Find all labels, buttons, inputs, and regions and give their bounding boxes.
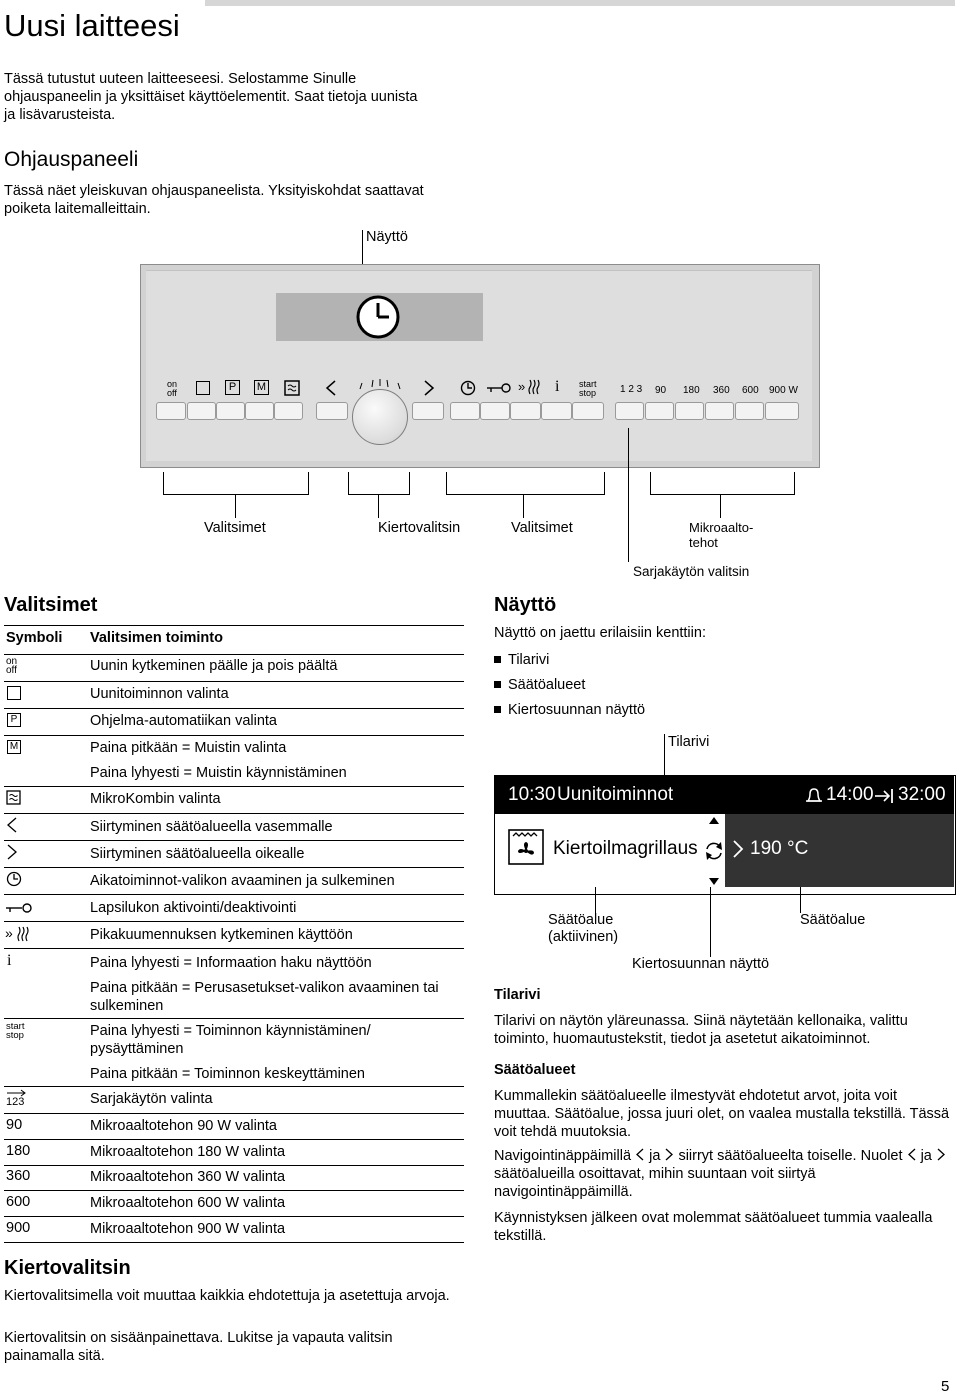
pointer-area (800, 887, 801, 913)
pointer-selectors-left (235, 494, 236, 518)
clock-icon (355, 294, 401, 340)
key-icon (5, 902, 33, 914)
pointer-series (628, 428, 629, 562)
saatoalueet-text-3: Käynnistyksen jälkeen ovat molemmat säätöalueet tummia vaalealla tekstillä. (494, 1210, 933, 1244)
naytto-intro: Näyttö on jaettu erilaisiin kenttiin: (494, 625, 706, 641)
row-text: Mikroaaltotehon 900 W valinta (90, 1221, 286, 1237)
kiertovalitsin-text-1: Kiertovalitsimella voit muuttaa kaikkia ehdotettuja ja asetettuja arvoja. (4, 1288, 450, 1304)
row-text: Mikroaaltotehon 90 W valinta (90, 1118, 277, 1134)
sym-900: 900 (6, 1220, 31, 1236)
table-row (4, 1165, 464, 1166)
button-info[interactable] (541, 402, 572, 420)
sym-600: 600 (6, 1194, 31, 1210)
arrow-left-icon (907, 1148, 917, 1164)
table-row (4, 735, 464, 736)
button-on-off[interactable] (156, 402, 186, 420)
microcombi-icon (6, 790, 21, 805)
button-start-stop[interactable] (572, 402, 604, 420)
arrow-right-icon (732, 839, 744, 859)
row-text: Paina pitkään = Muistin valinta (90, 740, 287, 756)
oven-function-icon (196, 381, 210, 395)
label-mw-power-1: Mikroaalto- (689, 520, 754, 535)
pointer-mw-power (720, 494, 721, 518)
row-text: Aikatoiminnot-valikon avaaminen ja sulkeminen (90, 873, 395, 889)
sym-p: P (7, 713, 21, 727)
panel-sym-p: P (225, 380, 240, 395)
rotation-direction-icon (703, 840, 725, 862)
panel-sym-123: 1 2 3 (620, 384, 643, 395)
sym-m: M (7, 740, 21, 754)
fan-grill-icon (508, 829, 544, 865)
panel-sym-fast: » (518, 379, 526, 394)
button-child-lock[interactable] (480, 402, 510, 420)
display-mode: Uunitoiminnot (557, 784, 674, 805)
panel-sym-m: M (254, 380, 269, 395)
intro-text: Tässä tutustut uuteen laitteeseesi. Selostamme Sinulle ohjauspaneelin ja yksittäiset käyttöelementit. Saat tietoja uunista ja lisävarusteista. (4, 71, 418, 123)
bullet-text: Säätöalueet (508, 677, 586, 693)
label-selectors-right: Valitsimet (511, 520, 573, 536)
bracket-selectors-right (446, 472, 605, 495)
arrow-right-icon (6, 843, 18, 861)
fast-heat-icon (528, 379, 542, 395)
tilarivi-text: Tilarivi on näytön yläreunassa. Siinä näytetään kellonaika, valittu toiminto, huomautustekstit, tiedot ja asetetut aikatoiminnot. (494, 1013, 908, 1047)
arrow-left-icon (6, 816, 18, 834)
row-text: Mikroaaltotehon 180 W valinta (90, 1144, 286, 1160)
panel-sym-stop: stop (579, 388, 597, 398)
table-header-symbol: Symboli (6, 630, 63, 646)
button-memory[interactable] (245, 402, 274, 420)
saatoalueet-text-2 (494, 1147, 954, 1201)
pointer-rotation (710, 887, 711, 957)
table-row (4, 1086, 464, 1087)
label-area-active-1: Säätöalue (548, 912, 614, 928)
table-row (4, 1018, 464, 1019)
bracket-selectors-left (163, 472, 309, 495)
section-heading-naytto: Näyttö (494, 594, 557, 616)
section-heading-ohjauspaneeli: Ohjauspaneeli (4, 148, 139, 171)
bullet-text: Kiertosuunnan näyttö (508, 702, 646, 718)
rotary-knob[interactable] (352, 389, 408, 445)
button-power-180[interactable] (675, 402, 704, 420)
sym-123: 123 (6, 1096, 25, 1108)
arrow-left-icon (635, 1148, 645, 1164)
table-row (4, 813, 464, 814)
oven-function-icon (7, 686, 21, 700)
timer-icon (460, 380, 476, 396)
button-power-600[interactable] (735, 402, 764, 420)
saatoalueet-text-2e: säätöalueilla osoittavat, mihin suuntaan voit siirtyä navigointinäppäimillä. (494, 1166, 816, 1200)
table-row (4, 1139, 464, 1140)
row-text: Uunitoiminnon valinta (90, 686, 229, 702)
saatoalueet-text-2a: Navigointinäppäimillä (494, 1148, 632, 1164)
label-selectors-left: Valitsimet (204, 520, 266, 536)
label-rotation: Kiertosuunnan näyttö (632, 956, 770, 972)
bracket-rotary (348, 472, 410, 495)
button-power-360[interactable] (705, 402, 734, 420)
display-time: 10:30 (508, 784, 556, 805)
arrow-right-icon (936, 1148, 946, 1164)
button-power-900[interactable] (765, 402, 799, 420)
label-mw-power-2: tehot (689, 535, 718, 550)
panel-power-900: 900 W (769, 385, 798, 396)
table-row (4, 681, 464, 682)
subheading-saatoalueet: Säätöalueet (494, 1062, 576, 1078)
button-timer[interactable] (450, 402, 480, 420)
bracket-mw-power (650, 472, 795, 495)
arrow-right-icon (423, 379, 435, 397)
button-microcombi[interactable] (274, 402, 303, 420)
table-row (4, 1113, 464, 1114)
row-text: Pikakuumennuksen kytkeminen käyttöön (90, 927, 353, 943)
table-row (4, 867, 464, 868)
sym-stop: stop (6, 1030, 24, 1041)
display-temperature: 190 °C (750, 838, 809, 859)
saatoalueet-text-2d: ja (920, 1148, 932, 1164)
label-rotary: Kiertovalitsin (378, 520, 461, 536)
sym-180: 180 (6, 1143, 31, 1159)
row-text-2: Paina pitkään = Perusasetukset-valikon avaaminen tai sulkeminen (90, 980, 439, 1014)
key-icon (486, 382, 512, 394)
label-area: Säätöalue (800, 912, 866, 928)
table-row (4, 1190, 464, 1191)
row-text: Mikroaaltotehon 360 W valinta (90, 1169, 286, 1185)
table-row (4, 921, 464, 922)
end-time-icon (873, 786, 895, 806)
label-tilarivi: Tilarivi (668, 734, 710, 750)
button-right[interactable] (412, 402, 444, 420)
section-heading-kiertovalitsin: Kiertovalitsin (4, 1257, 131, 1279)
timer-icon (6, 871, 22, 887)
subheading-tilarivi: Tilarivi (494, 987, 541, 1003)
table-row (4, 1216, 464, 1217)
arrow-left-icon (325, 379, 337, 397)
sym-90: 90 (6, 1117, 23, 1133)
row-text: Siirtyminen säätöalueella oikealle (90, 846, 305, 862)
panel-sym-info: i (555, 378, 560, 395)
table-header-function: Valitsimen toiminto (90, 630, 223, 646)
table-row (4, 948, 464, 949)
table-row (4, 708, 464, 709)
bullet (494, 656, 501, 663)
sym-on: on (6, 656, 18, 667)
label-area-active-2: (aktiivinen) (548, 929, 619, 945)
pointer-rotary (378, 494, 379, 518)
table-row (4, 894, 464, 895)
row-text: Uunin kytkeminen päälle ja pois päältä (90, 658, 338, 674)
row-text: Ohjelma-automatiikan valinta (90, 713, 277, 729)
label-display: Näyttö (366, 229, 408, 245)
row-text: Lapsilukon aktivointi/deaktivointi (90, 900, 297, 916)
table-row (4, 840, 464, 841)
row-text-2: Paina lyhyesti = Muistin käynnistäminen (90, 765, 347, 781)
table-row (4, 654, 464, 655)
kiertovalitsin-text-2: Kiertovalitsin on sisäänpainettava. Lukitse ja vapauta valitsin painamalla sitä. (4, 1330, 393, 1364)
pointer-area-active (595, 887, 596, 913)
fast-heat-icon (17, 926, 31, 942)
pointer-selectors-right (523, 494, 524, 518)
button-oven-function[interactable] (187, 402, 216, 420)
panel-power-360: 360 (713, 385, 730, 396)
row-text: Paina lyhyesti = Informaation haku näyttöön (90, 955, 372, 971)
bullet (494, 681, 501, 688)
panel-sym-off: off (167, 388, 177, 398)
sym-off: off (6, 665, 17, 676)
arrow-right-icon (664, 1148, 674, 1164)
display-function: Kiertoilmagrillaus (553, 838, 698, 859)
row-text: MikroKombin valinta (90, 791, 221, 807)
table-top-rule (4, 625, 464, 626)
row-text: Sarjakäytön valinta (90, 1091, 213, 1107)
page-title: Uusi laitteesi (4, 8, 180, 43)
button-series[interactable] (615, 402, 644, 420)
sym-fast: » (5, 925, 13, 941)
top-rule (205, 0, 955, 6)
saatoalueet-text-1: Kummallekin säätöalueelle ilmestyvät ehdotetut arvot, joita voit muuttaa. Säätöalue, jossa juuri olet, on vaalea mustalla tekstillä. Tässä voit tehdä muutoksia. (494, 1088, 950, 1140)
label-series: Sarjakäytön valitsin (633, 564, 750, 579)
saatoalueet-text-2c: siirryt säätöalueelta toiselle. Nuolet (678, 1148, 903, 1164)
sym-360: 360 (6, 1168, 31, 1184)
table-bottom-rule (4, 1242, 464, 1243)
button-program[interactable] (216, 402, 245, 420)
ohjauspaneeli-text: Tässä näet yleiskuvan ohjauspaneelista. Yksityiskohdat saattavat poiketa laitemalleittain. (4, 183, 424, 217)
display-timer-1: 14:00 (826, 784, 874, 805)
sym-info: i (7, 952, 12, 969)
bell-icon (804, 786, 824, 806)
button-power-90[interactable] (645, 402, 674, 420)
panel-power-90: 90 (655, 385, 667, 396)
panel-power-180: 180 (683, 385, 700, 396)
knob-scale (350, 377, 410, 391)
table-row (4, 786, 464, 787)
microcombi-icon (284, 380, 300, 396)
display-timer-2: 32:00 (898, 784, 946, 805)
row-text: Mikroaaltotehon 600 W valinta (90, 1195, 286, 1211)
bullet (494, 706, 501, 713)
panel-power-600: 600 (742, 385, 759, 396)
panel-sym-on: on (167, 379, 178, 389)
row-text: Siirtyminen säätöalueella vasemmalle (90, 819, 333, 835)
button-fast-heat[interactable] (510, 402, 541, 420)
sym-start: start (6, 1021, 25, 1032)
row-text: Paina lyhyesti = Toiminnon käynnistäminen/ pysäyttäminen (90, 1023, 371, 1057)
bullet-text: Tilarivi (508, 652, 550, 668)
panel-sym-start: start (579, 379, 597, 389)
button-left[interactable] (316, 402, 348, 420)
saatoalueet-text-2b: ja (649, 1148, 661, 1164)
row-text-2: Paina pitkään = Toiminnon keskeyttäminen (90, 1066, 365, 1082)
section-heading-valitsimet: Valitsimet (4, 594, 98, 616)
page-number: 5 (941, 1378, 950, 1395)
